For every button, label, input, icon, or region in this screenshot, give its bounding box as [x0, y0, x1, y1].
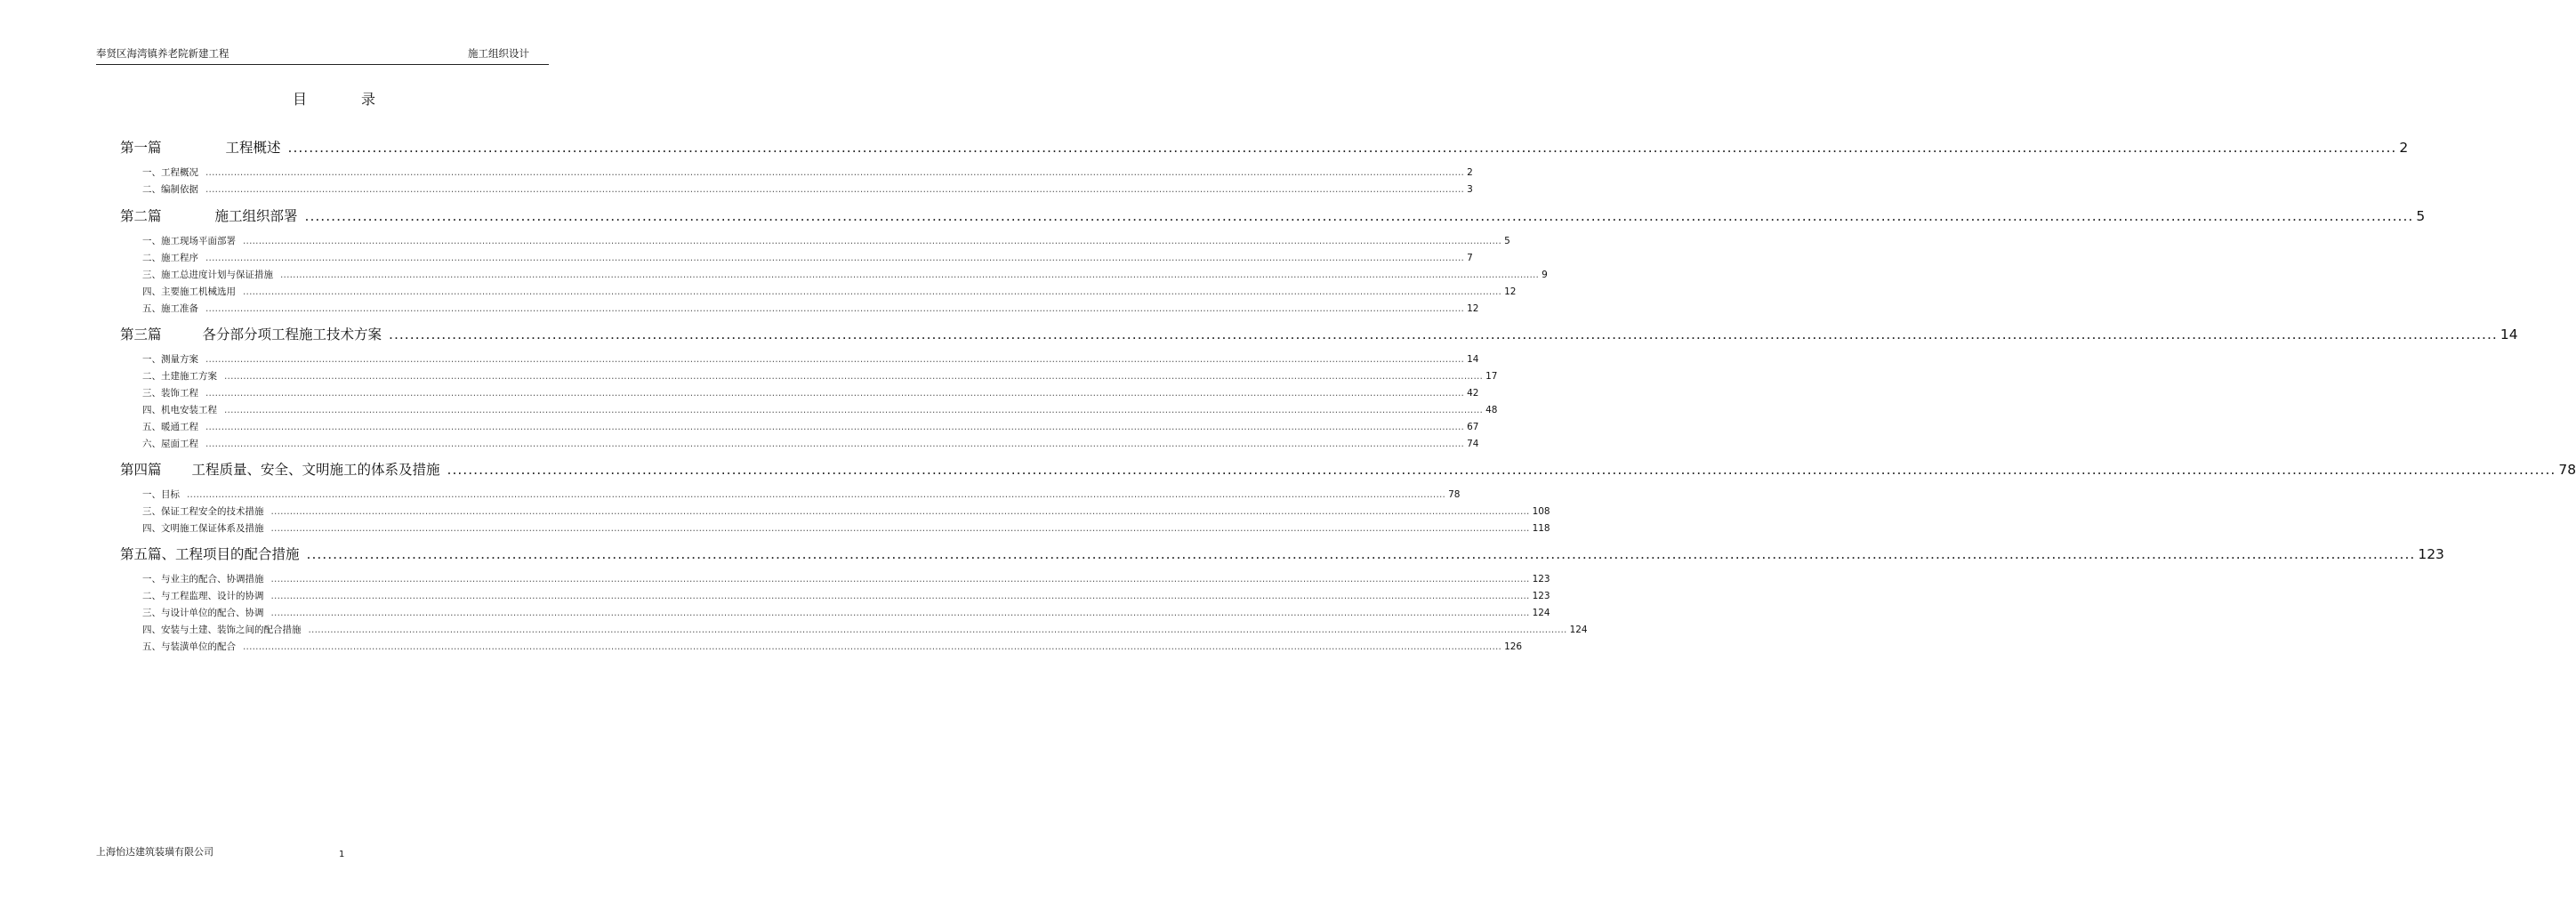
toc-dot-leader: ................................................................................................................................................................................................................................................................................................................................................................................................................: [243, 236, 1502, 246]
toc-dot-leader: ................................................................................................................................................................................................................................................................................................................................................................................................................: [205, 422, 1465, 432]
toc-item-row[interactable]: [142, 606, 1550, 620]
toc-item-label: 三、保证工程安全的技术措施: [142, 506, 264, 517]
toc-item-row[interactable]: [142, 420, 1479, 434]
title-char-1: 目: [293, 91, 308, 108]
toc-dot-leader: ................................................................................................................................................................................................................................................................................................................................................................................................................: [205, 439, 1465, 449]
toc-item-page: 12: [1467, 303, 1479, 314]
header-document-type: 施工组织设计: [468, 47, 529, 60]
toc-part-label: 第一篇: [120, 140, 162, 156]
toc-dot-leader: ................................................................................................................................................................................................................................................................................................................................................................................................................: [270, 591, 1530, 601]
toc-item-label: 四、文明施工保证体系及措施: [142, 523, 264, 534]
toc-item-row[interactable]: [142, 251, 1473, 265]
toc-item-label: 一、施工现场平面部署: [142, 236, 236, 246]
toc-dot-leader: ................................................................................................................................................................................................................................................................................................................................................................................................................: [205, 184, 1465, 195]
toc-dot-leader: ................................................................................................................................................................................................................................................................................................................................................................................................................: [308, 625, 1567, 635]
toc-part-label: 第三篇: [120, 327, 162, 343]
toc-part-heading: 各分部分项工程施工技术方案: [202, 327, 382, 343]
toc-dot-leader: ................................................................................................................................................................................................................................................................................................................................................................................................................: [270, 506, 1530, 517]
toc-item-label: 二、土建施工方案: [142, 371, 217, 382]
toc-part-row[interactable]: [120, 206, 2426, 227]
footer-company: 上海怡达建筑装璜有限公司: [96, 846, 213, 858]
toc-item-label: 一、工程概况: [142, 167, 198, 178]
toc-dot-leader: ................................................................................................................................................................................................................................................................................................................................................................................................................: [243, 286, 1502, 297]
toc-item-page: 108: [1532, 506, 1550, 517]
toc-part-page: 5: [2416, 208, 2426, 224]
toc-item-page: 124: [1569, 625, 1588, 635]
toc-part-page: 123: [2418, 546, 2444, 562]
toc-item-row[interactable]: [142, 165, 1473, 180]
toc-item-page: 3: [1467, 184, 1473, 195]
toc-dot-leader: ................................................................................................................................................................................................................................................................................................................................................................................................................: [205, 388, 1465, 399]
toc-item-row[interactable]: [142, 504, 1550, 519]
toc-item-label: 三、与设计单位的配合、协调: [142, 608, 264, 618]
toc-part-heading: 施工组织部署: [214, 208, 298, 224]
toc-part-label: 第二篇: [120, 208, 162, 224]
toc-item-page: 9: [1542, 270, 1548, 280]
toc-item-page: 42: [1467, 388, 1479, 399]
toc-item-label: 二、编制依据: [142, 184, 198, 195]
toc-item-page: 78: [1448, 489, 1461, 500]
toc-dot-leader: ................................................................................................................................................................................................................................................................................................................................................................................................................: [187, 489, 1446, 500]
footer-page-number: 1: [339, 850, 345, 859]
toc-dot-leader: ................................................................................................................................................................................................................................................................................................................................................................................................................: [287, 140, 2397, 156]
toc-part-row[interactable]: [120, 459, 2576, 480]
toc-item-page: 12: [1504, 286, 1517, 297]
toc-item-label: 二、与工程监理、设计的协调: [142, 591, 264, 601]
toc-item-row[interactable]: [142, 623, 1588, 637]
toc-part-heading: 工程概述: [225, 140, 281, 156]
toc-item-row[interactable]: [142, 521, 1550, 536]
toc-item-row[interactable]: [142, 589, 1550, 603]
toc-dot-leader: ................................................................................................................................................................................................................................................................................................................................................................................................................: [280, 270, 1540, 280]
toc-item-label: 三、施工总进度计划与保证措施: [142, 270, 273, 280]
toc-item-page: 124: [1532, 608, 1550, 618]
toc-item-row[interactable]: [142, 369, 1498, 383]
toc-dot-leader: ................................................................................................................................................................................................................................................................................................................................................................................................................: [306, 546, 2416, 562]
toc-item-label: 二、施工程序: [142, 253, 198, 263]
toc-dot-leader: ................................................................................................................................................................................................................................................................................................................................................................................................................: [270, 608, 1530, 618]
toc-item-row[interactable]: [142, 302, 1479, 316]
toc-item-page: 67: [1467, 422, 1479, 432]
toc-item-page: 123: [1532, 591, 1550, 601]
toc-item-label: 六、屋面工程: [142, 439, 198, 449]
toc-dot-leader: ................................................................................................................................................................................................................................................................................................................................................................................................................: [205, 253, 1465, 263]
toc-part-page: 14: [2500, 327, 2518, 343]
toc-dot-leader: ................................................................................................................................................................................................................................................................................................................................................................................................................: [205, 303, 1465, 314]
toc-item-label: 四、安装与土建、装饰之间的配合措施: [142, 625, 302, 635]
toc-item-row[interactable]: [142, 182, 1473, 197]
toc-item-row[interactable]: [142, 403, 1498, 417]
toc-item-label: 一、测量方案: [142, 354, 198, 365]
toc-item-row[interactable]: [142, 488, 1461, 502]
toc-item-page: 14: [1467, 354, 1479, 365]
toc-dot-leader: ................................................................................................................................................................................................................................................................................................................................................................................................................: [304, 208, 2414, 224]
toc-item-page: 126: [1504, 641, 1523, 652]
toc-part-page: 78: [2558, 462, 2576, 478]
toc-item-page: 7: [1467, 253, 1473, 263]
toc-dot-leader: ................................................................................................................................................................................................................................................................................................................................................................................................................: [447, 462, 2556, 478]
toc-item-page: 48: [1485, 405, 1498, 415]
toc-item-label: 三、装饰工程: [142, 388, 198, 399]
toc-item-row[interactable]: [142, 572, 1550, 586]
toc-part-page: 2: [2399, 140, 2409, 156]
toc-item-page: 123: [1532, 574, 1550, 584]
toc-item-row[interactable]: [142, 234, 1510, 248]
toc-item-row[interactable]: [142, 285, 1517, 299]
toc-item-label: 五、与装潢单位的配合: [142, 641, 236, 652]
toc-item-label: 四、机电安装工程: [142, 405, 217, 415]
toc-dot-leader: ................................................................................................................................................................................................................................................................................................................................................................................................................: [243, 641, 1502, 652]
header-project-name: 奉贤区海湾镇养老院新建工程: [96, 47, 229, 60]
toc-dot-leader: ................................................................................................................................................................................................................................................................................................................................................................................................................: [205, 167, 1465, 178]
toc-dot-leader: ................................................................................................................................................................................................................................................................................................................................................................................................................: [224, 405, 1484, 415]
toc-item-page: 74: [1467, 439, 1479, 449]
toc-item-row[interactable]: [142, 352, 1479, 367]
toc-item-label: 五、暖通工程: [142, 422, 198, 432]
toc-item-label: 四、主要施工机械选用: [142, 286, 236, 297]
toc-dot-leader: ................................................................................................................................................................................................................................................................................................................................................................................................................: [205, 354, 1465, 365]
toc-part-label: 第五篇、工程项目的配合措施: [120, 546, 300, 562]
toc-dot-leader: ................................................................................................................................................................................................................................................................................................................................................................................................................: [224, 371, 1484, 382]
toc-part-row[interactable]: [120, 137, 2409, 158]
toc-dot-leader: ................................................................................................................................................................................................................................................................................................................................................................................................................: [389, 327, 2498, 343]
toc-item-page: 2: [1467, 167, 1473, 178]
toc-item-page: 17: [1485, 371, 1498, 382]
toc-item-row[interactable]: [142, 268, 1548, 282]
toc-item-label: 一、与业主的配合、协调措施: [142, 574, 264, 584]
toc-item-page: 118: [1532, 523, 1550, 534]
toc-item-label: 一、目标: [142, 489, 180, 500]
toc-part-row[interactable]: [120, 324, 2518, 345]
toc-dot-leader: ................................................................................................................................................................................................................................................................................................................................................................................................................: [270, 574, 1530, 584]
toc-part-row[interactable]: [120, 544, 2444, 565]
toc-item-row[interactable]: [142, 437, 1479, 451]
toc-item-page: 5: [1504, 236, 1510, 246]
toc-part-label: 第四篇: [120, 462, 162, 478]
title-char-2: 录: [361, 91, 376, 108]
toc-item-row[interactable]: [142, 640, 1523, 654]
toc-dot-leader: ................................................................................................................................................................................................................................................................................................................................................................................................................: [270, 523, 1530, 534]
toc-item-label: 五、施工准备: [142, 303, 198, 314]
toc-part-heading: 工程质量、安全、文明施工的体系及措施: [191, 462, 440, 478]
toc-item-row[interactable]: [142, 386, 1479, 400]
